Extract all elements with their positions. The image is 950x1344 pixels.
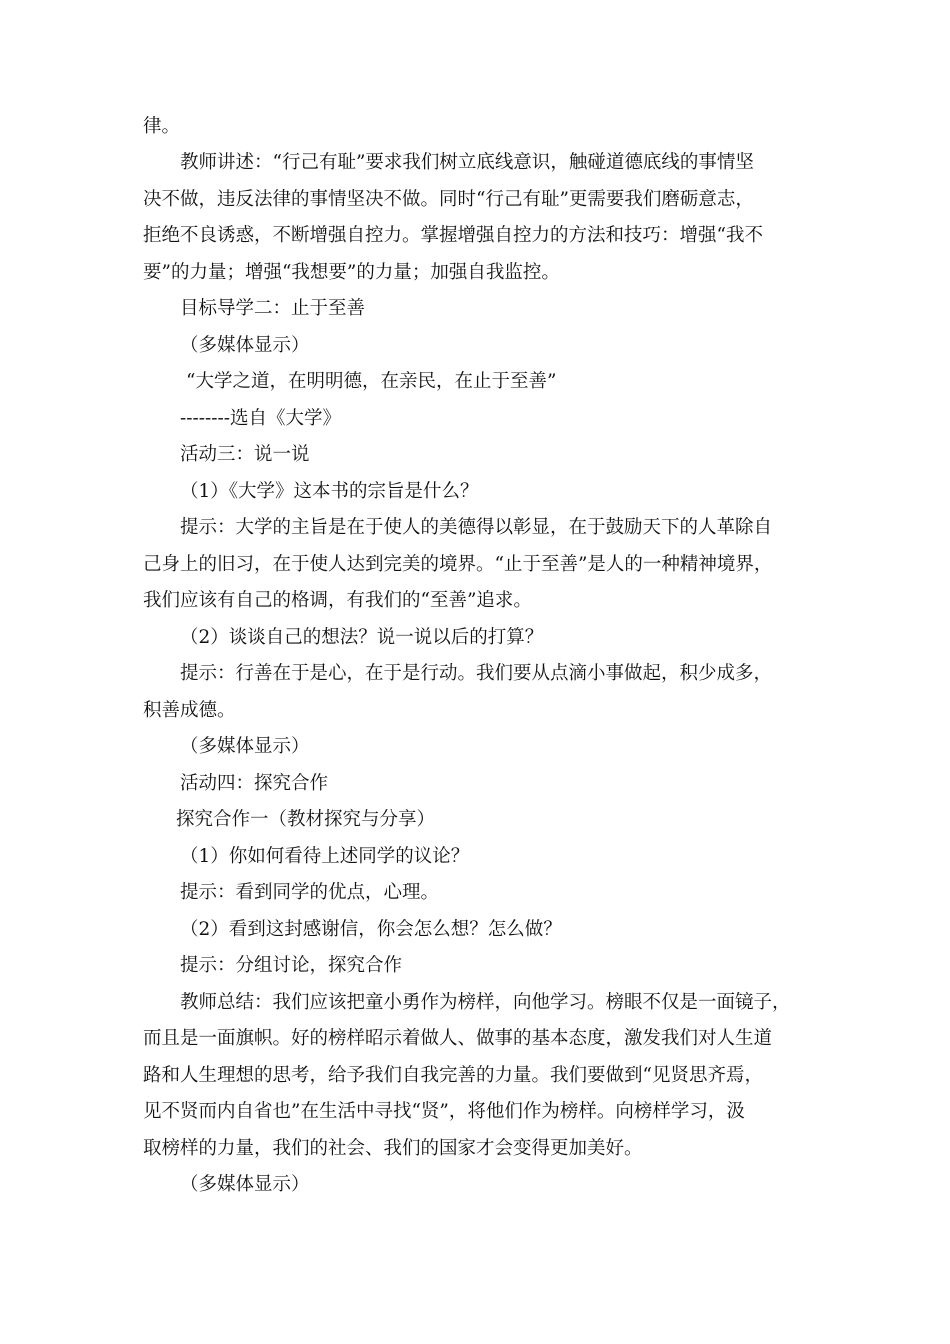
text-line: 拒绝不良诱惑，不断增强自控力。掌握增强自控力的方法和技巧：增强“我不 bbox=[143, 225, 763, 246]
question-line: （2）看到这封感谢信，你会怎么想？怎么做？ bbox=[180, 919, 562, 940]
text-line: 我们应该有自己的格调，有我们的“至善”追求。 bbox=[143, 590, 532, 611]
text-line: 提示：大学的主旨是在于使人的美德得以彰显，在于鼓励天下的人革除自 bbox=[180, 517, 773, 538]
section-heading: 目标导学二：止于至善 bbox=[180, 298, 366, 319]
question-line: （1）《大学》这本书的宗旨是什么？ bbox=[180, 481, 479, 502]
text-line: 路和人生理想的思考，给予我们自我完善的力量。我们要做到“见贤思齐焉， bbox=[143, 1065, 763, 1086]
question-line: （1）你如何看待上述同学的议论？ bbox=[180, 846, 470, 867]
text-line: 律。 bbox=[143, 116, 181, 137]
question-line: （2）谈谈自己的想法？说一说以后的打算？ bbox=[180, 627, 544, 648]
text-line: 要”的力量；增强“我想要”的力量；加强自我监控。 bbox=[143, 262, 560, 283]
text-line: 提示：看到同学的优点，心理。 bbox=[180, 882, 440, 903]
text-line: 而且是一面旗帜。好的榜样昭示着做人、做事的基本态度，激发我们对人生道 bbox=[143, 1028, 773, 1049]
activity-heading: 活动三：说一说 bbox=[180, 444, 310, 465]
text-line: 决不做，违反法律的事情坚决不做。同时“行己有耻”更需要我们磨砺意志， bbox=[143, 189, 754, 210]
text-line: （多媒体显示） bbox=[180, 736, 310, 757]
activity-heading: 活动四：探究合作 bbox=[180, 773, 329, 794]
text-line: 取榜样的力量，我们的社会、我们的国家才会变得更加美好。 bbox=[143, 1138, 643, 1159]
section-heading: 探究合作一（教材探究与分享） bbox=[176, 809, 436, 830]
quote-source: --------选自《大学》 bbox=[180, 408, 342, 429]
text-line: 积善成德。 bbox=[143, 700, 236, 721]
text-line: 己身上的旧习，在于使人达到完美的境界。“止于至善”是人的一种精神境界， bbox=[143, 554, 773, 575]
text-line: 提示：行善在于是心，在于是行动。我们要从点滴小事做起，积少成多， bbox=[180, 663, 773, 684]
quote-line: “大学之道，在明明德，在亲民，在止于至善” bbox=[186, 371, 557, 392]
text-line: 教师总结：我们应该把童小勇作为榜样，向他学习。榜眼不仅是一面镜子， bbox=[180, 992, 791, 1013]
text-line: 见不贤而内自省也”在生活中寻找“贤”，将他们作为榜样。向榜样学习，汲 bbox=[143, 1101, 745, 1122]
text-line: （多媒体显示） bbox=[180, 335, 310, 356]
text-line: 提示：分组讨论，探究合作 bbox=[180, 955, 403, 976]
text-line: 教师讲述：“行己有耻”要求我们树立底线意识，触碰道德底线的事情坚 bbox=[180, 152, 754, 173]
text-line: （多媒体显示） bbox=[180, 1174, 310, 1195]
